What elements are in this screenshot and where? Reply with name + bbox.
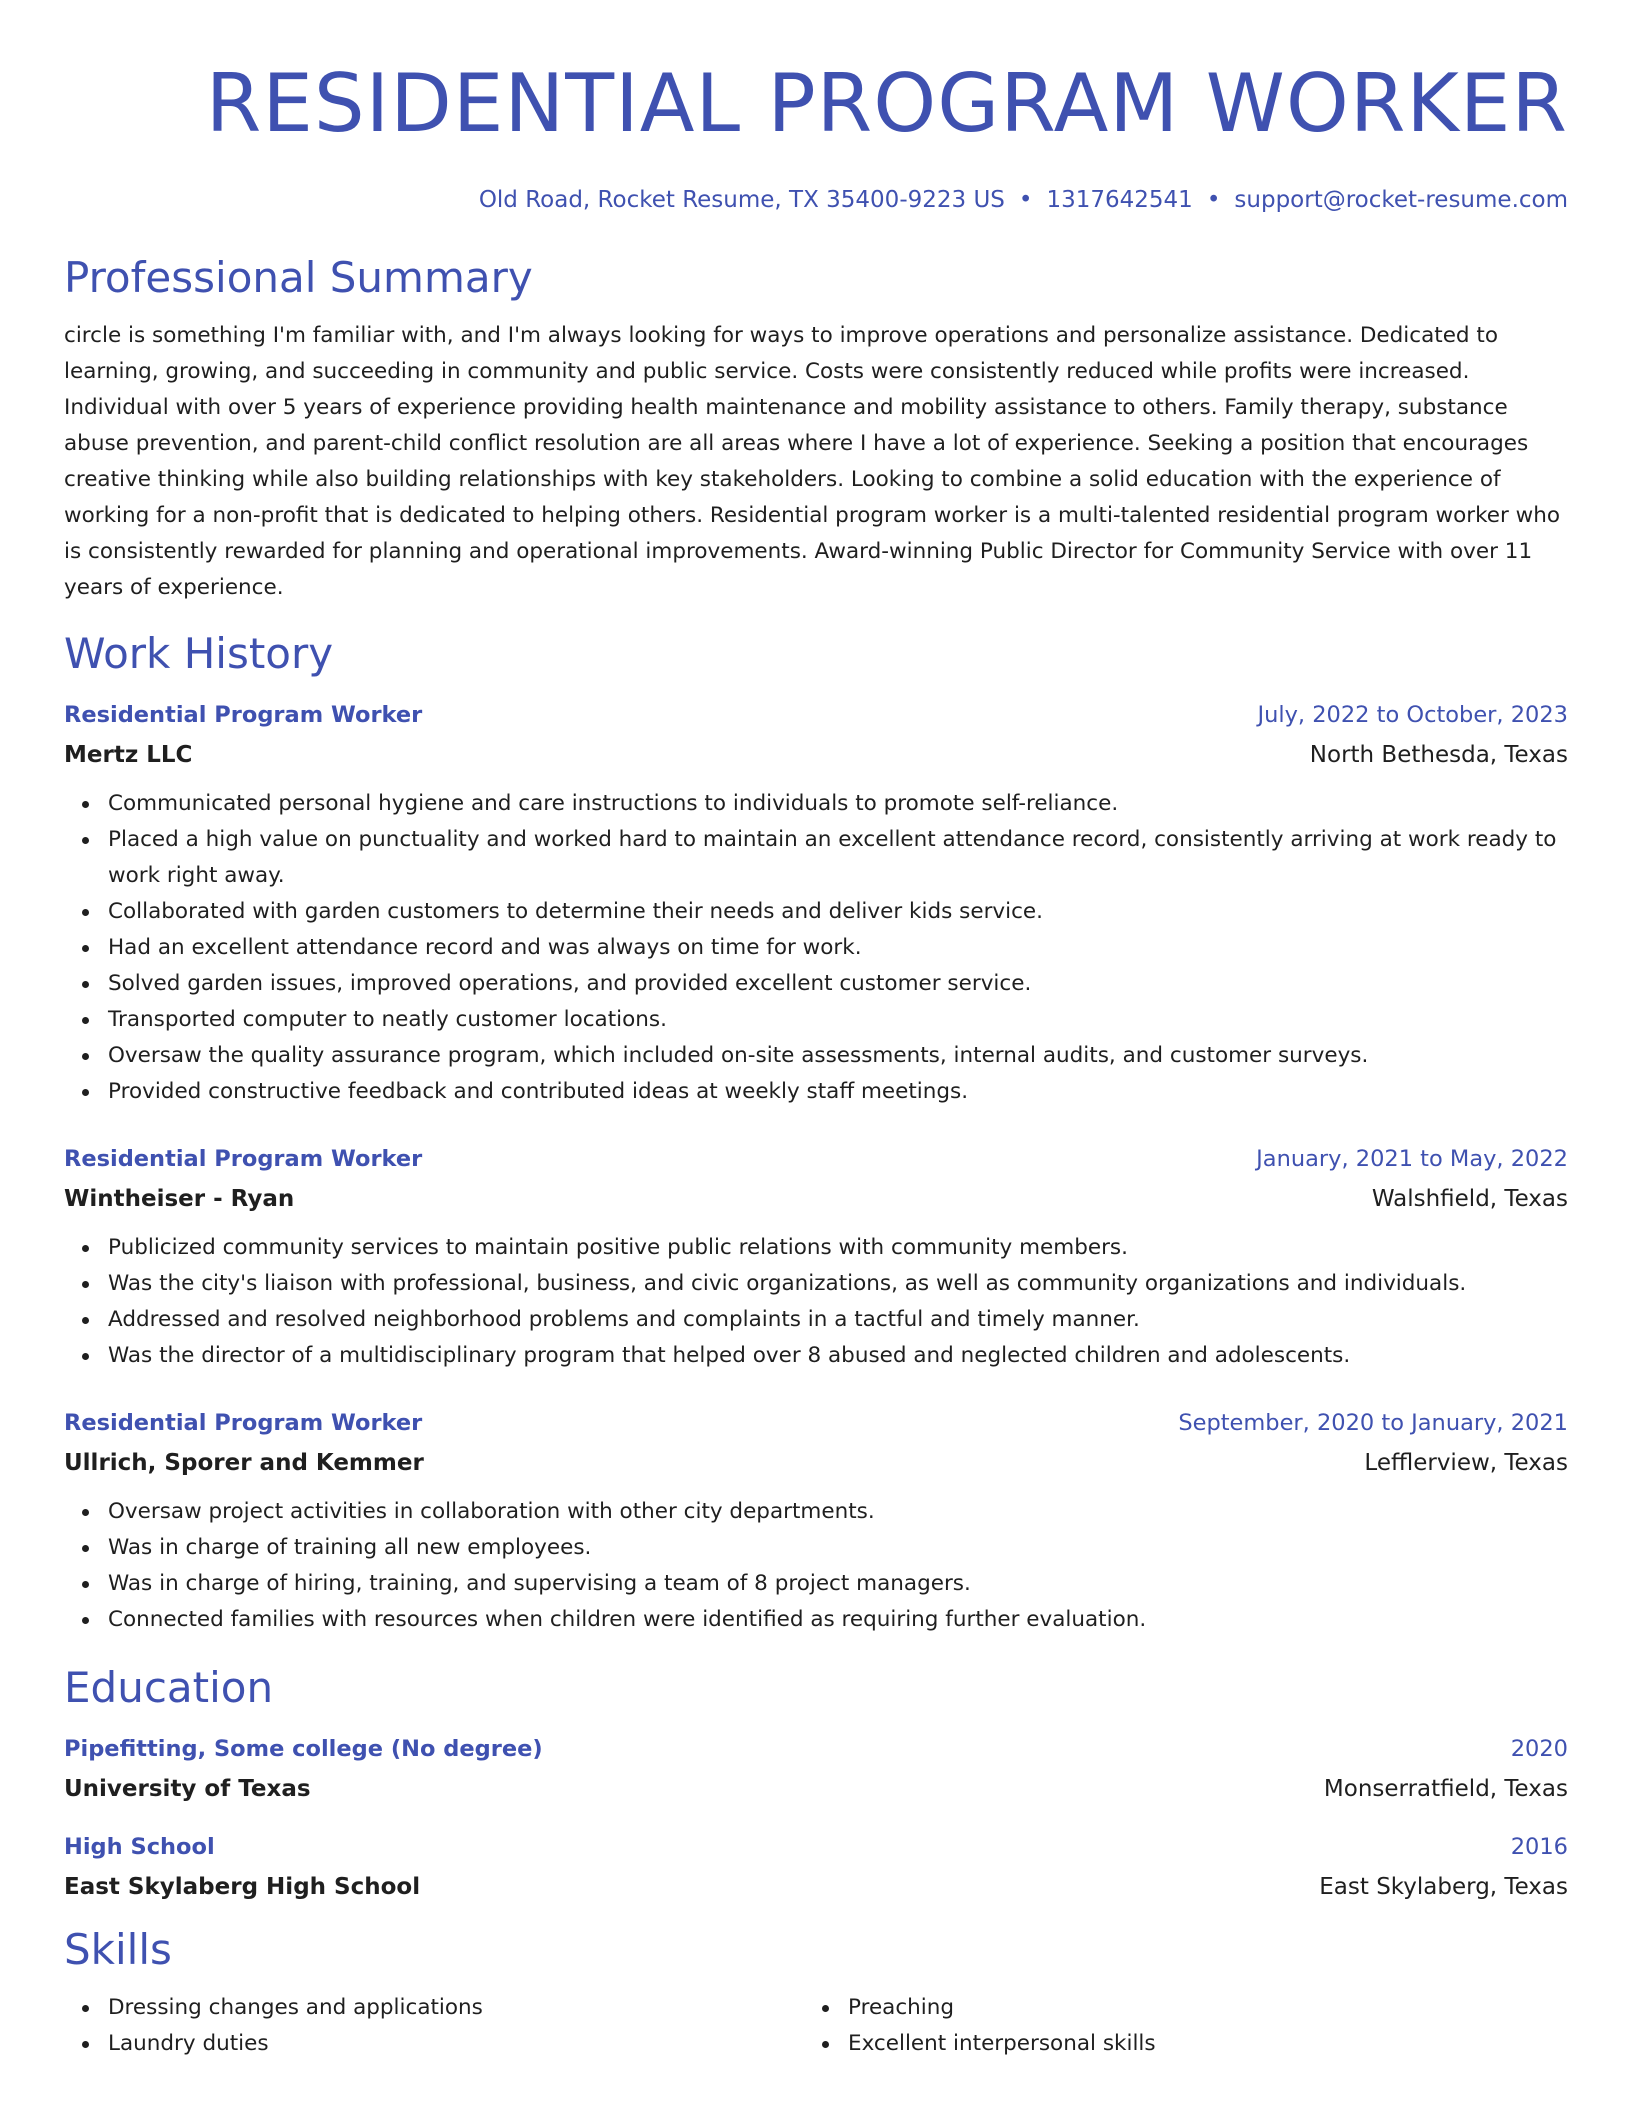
job-location: Lefflerview, Texas [1364, 1450, 1568, 1476]
candidate-name: RESIDENTIAL PROGRAM WORKER [205, 57, 1568, 150]
list-item: Transported computer to neatly customer locations. [108, 1002, 1568, 1038]
education-location: East Skylaberg, Texas [1319, 1874, 1568, 1900]
education-entry [64, 1832, 1568, 1902]
job-bullets [64, 786, 1568, 1110]
work-history-heading: Work History [64, 629, 334, 678]
list-item: Dressing changes and applications [108, 1990, 804, 2026]
list-item: Preaching [848, 1990, 1544, 2026]
education-year: 2020 [1510, 1736, 1568, 1762]
job-company: Ullrich, Sporer and Kemmer [64, 1450, 424, 1476]
education-location: Monserratfield, Texas [1323, 1776, 1568, 1802]
resume-header [64, 56, 1568, 216]
list-item: Oversaw the quality assurance program, which included on-site assessments, internal audits, and customer surveys. [108, 1038, 1568, 1074]
job-entry [64, 1144, 1568, 1374]
job-company-row [64, 1448, 1568, 1478]
job-role: Residential Program Worker [64, 702, 423, 728]
education-year: 2016 [1510, 1834, 1568, 1860]
skills-list [64, 1990, 804, 2062]
list-item: Collaborated with garden customers to determine their needs and deliver kids service. [108, 894, 1568, 930]
job-entry [64, 700, 1568, 1110]
job-company-row [64, 740, 1568, 770]
list-item: Communicated personal hygiene and care instructions to individuals to promote self-reliance. [108, 786, 1568, 822]
education-school: East Skylaberg High School [64, 1874, 421, 1900]
job-company: Wintheiser - Ryan [64, 1186, 295, 1212]
education-school-row [64, 1774, 1568, 1804]
education-header-row [64, 1832, 1568, 1862]
list-item: Laundry duties [108, 2026, 804, 2062]
skills-column-right [804, 1990, 1544, 2062]
education-heading: Education [64, 1663, 274, 1712]
summary-text: circle is something I'm familiar with, and I'm always looking for ways to improve operations and personalize assistance. Dedicated to learning, growing, and succeeding in community and public service. Costs were consistently reduced while profits were increased. Individual with over 5 years of experience providing health maintenance and mobility assistance to others. Family therapy, substance abuse prevention, and parent-child conflict resolution are all areas where I have a lot of experience. Seeking a position that encourages creative thinking while also building relationships with key stakeholders. Looking to combine a solid education with the experience of working for a non-profit that is dedicated to helping others. Residential program worker is a multi-talented residential program worker who is consistently rewarded for planning and operational improvements. Award-winning Public Director for Community Service with over 11 years of experience. [64, 323, 1561, 600]
job-header-row [64, 1408, 1568, 1438]
list-item: Excellent interpersonal skills [848, 2026, 1544, 2062]
contact-email: support@rocket-resume.com [1234, 187, 1568, 213]
contact-separator: • [1018, 187, 1033, 213]
list-item: Was in charge of hiring, training, and supervising a team of 8 project managers. [108, 1566, 1568, 1602]
skills-list [804, 1990, 1544, 2062]
job-header-row [64, 700, 1568, 730]
contact-line [64, 184, 1568, 216]
job-bullets [64, 1494, 1568, 1638]
list-item: Oversaw project activities in collaboration with other city departments. [108, 1494, 1568, 1530]
list-item: Was in charge of training all new employees. [108, 1530, 1568, 1566]
job-role: Residential Program Worker [64, 1146, 423, 1172]
skills-grid [64, 1990, 1568, 2062]
list-item: Was the director of a multidisciplinary program that helped over 8 abused and neglected children and adolescents. [108, 1338, 1568, 1374]
education-school-row [64, 1872, 1568, 1902]
job-dates: July, 2022 to October, 2023 [1257, 702, 1568, 728]
skills-column-left [64, 1990, 804, 2062]
education-entry [64, 1734, 1568, 1804]
contact-address: Old Road, Rocket Resume, TX 35400-9223 US [478, 187, 1005, 213]
list-item: Was the city's liaison with professional, business, and civic organizations, as well as community organizations and individuals. [108, 1266, 1568, 1302]
job-location: Walshfield, Texas [1371, 1186, 1568, 1212]
job-header-row [64, 1144, 1568, 1174]
job-location: North Bethesda, Texas [1309, 742, 1568, 768]
education-header-row [64, 1734, 1568, 1764]
skills-heading: Skills [64, 1925, 172, 1974]
job-entry [64, 1408, 1568, 1638]
job-role: Residential Program Worker [64, 1410, 423, 1436]
list-item: Addressed and resolved neighborhood problems and complaints in a tactful and timely manner. [108, 1302, 1568, 1338]
list-item: Publicized community services to maintain positive public relations with community members. [108, 1230, 1568, 1266]
job-dates: January, 2021 to May, 2022 [1256, 1146, 1568, 1172]
list-item: Connected families with resources when children were identified as requiring further evaluation. [108, 1602, 1568, 1638]
list-item: Provided constructive feedback and contributed ideas at weekly staff meetings. [108, 1074, 1568, 1110]
list-item: Had an excellent attendance record and was always on time for work. [108, 930, 1568, 966]
job-company: Mertz LLC [64, 742, 193, 768]
job-bullets [64, 1230, 1568, 1374]
list-item: Solved garden issues, improved operations, and provided excellent customer service. [108, 966, 1568, 1002]
education-degree: High School [64, 1834, 215, 1860]
education-degree: Pipefitting, Some college (No degree) [64, 1736, 543, 1762]
job-dates: September, 2020 to January, 2021 [1178, 1410, 1568, 1436]
contact-phone: 1317642541 [1046, 187, 1193, 213]
job-company-row [64, 1184, 1568, 1214]
education-school: University of Texas [64, 1776, 311, 1802]
contact-separator: • [1206, 187, 1221, 213]
list-item: Placed a high value on punctuality and worked hard to maintain an excellent attendance record, consistently arriving at work ready to work right away. [108, 822, 1568, 894]
summary-heading: Professional Summary [64, 253, 533, 302]
